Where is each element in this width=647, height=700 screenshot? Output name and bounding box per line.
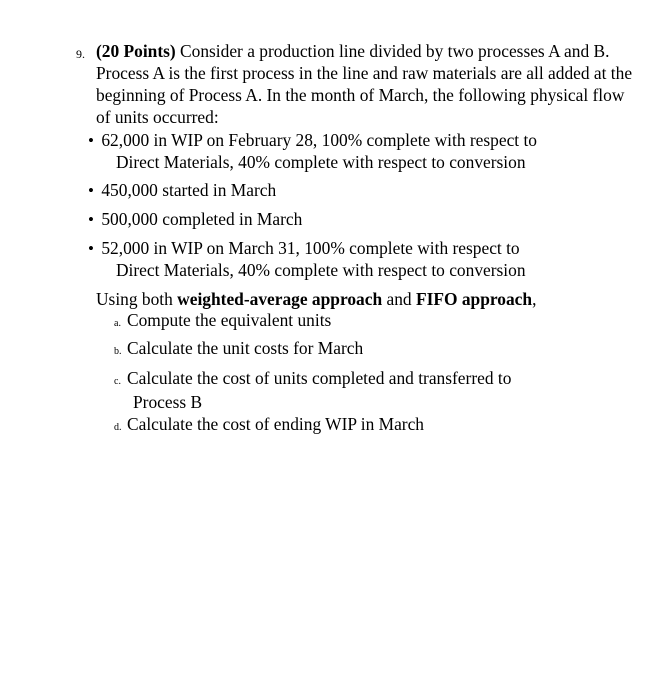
bullet-text-continued: Direct Materials, 40% complete with respect to conversion [116,259,526,280]
task-letter: d. [114,422,122,433]
bullet-icon: • [88,181,94,200]
list-item [88,238,636,281]
task-text: Calculate the unit costs for March [127,338,364,358]
instruction-line [96,288,636,310]
bullet-text: 52,000 in WIP on March 31, 100% complete with respect to [101,238,520,258]
task-text: Calculate the cost of units completed and transferred to [127,368,512,388]
task-item-a [114,310,614,334]
bullet-text: 62,000 in WIP on February 28, 100% complete with respect to [101,130,538,150]
bullet-icon: • [88,210,94,229]
task-letter: c. [114,376,121,387]
task-item-d [114,414,614,438]
instruction-text: Using both [96,289,178,309]
task-item-b [114,338,614,362]
instruction-text: and [382,289,416,309]
bullet-icon: • [88,131,94,150]
task-text: Compute the equivalent units [127,310,332,330]
task-letter: a. [114,318,121,329]
list-item [88,130,636,173]
bullet-text: 450,000 started in March [101,180,277,200]
instruction-text: , [532,289,537,309]
question-intro [96,40,636,128]
bullet-text-continued: Direct Materials, 40% complete with respect to conversion [116,151,526,172]
task-item-c [114,368,614,413]
bullet-icon: • [88,239,94,258]
list-item [88,209,636,231]
intro-text: Consider a production line divided by two processes A and B. Process A is the first process in the line and raw materials are all added at the beginning of Process A. In the month of March, the following physical flow of units occurred: [96,41,633,127]
task-text-continued: Process B [133,392,203,412]
points-label: (20 Points) [96,41,176,61]
task-text: Calculate the cost of ending WIP in March [127,414,425,434]
question-number: 9. [76,47,85,61]
bullet-text: 500,000 completed in March [101,209,303,229]
task-letter: b. [114,346,122,357]
method-fifo: FIFO approach [415,289,533,309]
method-weighted-average: weighted-average approach [177,289,383,309]
list-item [88,180,636,202]
